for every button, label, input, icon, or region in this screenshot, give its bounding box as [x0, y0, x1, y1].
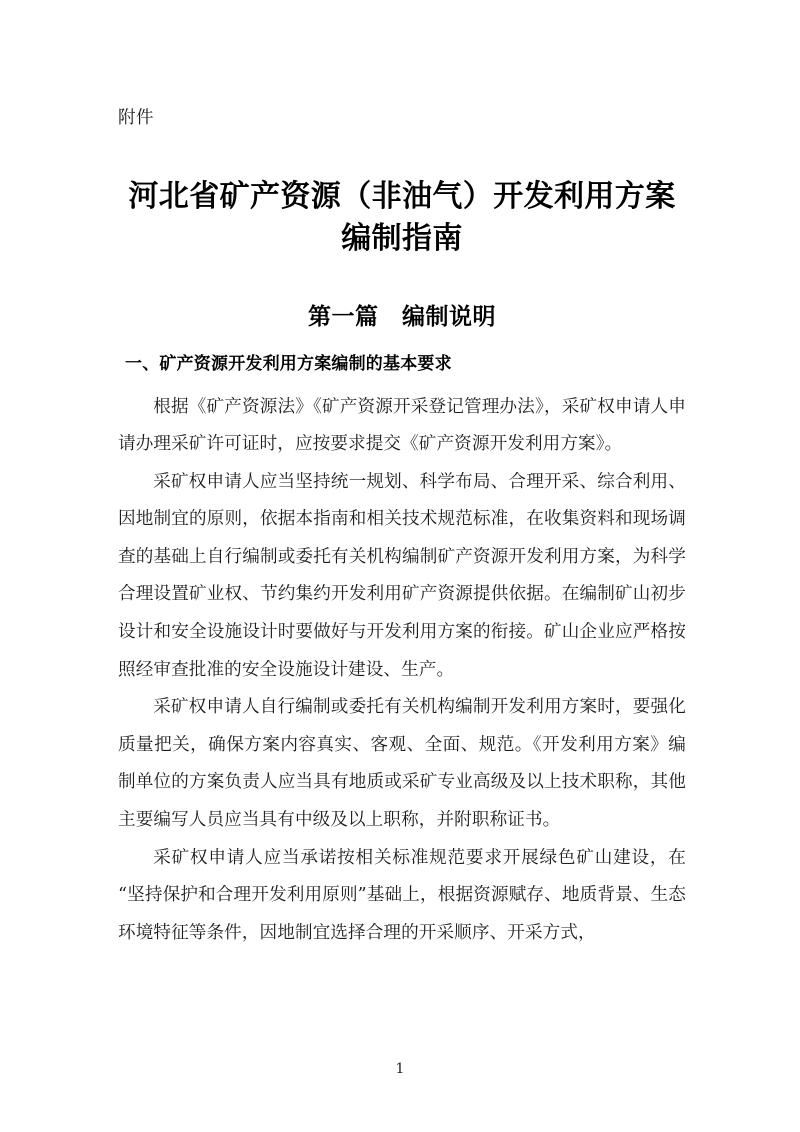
page-number: 1 [395, 1061, 405, 1077]
body-paragraph: 采矿权申请人自行编制或委托有关机构编制开发利用方案时，要强化质量把关，确保方案内容真实、客观、全面、规范。《开发利用方案》编制单位的方案负责人应当具有地质或采矿专业高级及以上技术职称，其他主要编写人员应当具有中级及以上职称，并附职称证书。 [118, 697, 686, 831]
page-title: 河北省矿产资源（非油气）开发利用方案编制指南 [128, 178, 676, 256]
document-content-column [118, 0, 686, 952]
body-paragraph: 根据《矿产资源法》《矿产资源开采登记管理办法》，采矿权申请人申请办理采矿许可证时，应按要求提交《矿产资源开发利用方案》。 [118, 396, 686, 455]
body-paragraph: 采矿权申请人应当坚持统一规划、科学布局、合理开采、综合利用、因地制宜的原则，依据本指南和相关技术规范标准，在收集资料和现场调查的基础上自行编制或委托有关机构编制矿产资源开发利用方案，为科学合理设置矿业权、节约集约开发利用矿产资源提供依据。在编制矿山初步设计和安全设施设计时要做好与开发利用方案的衔接。矿山企业应严格按照经审查批准的安全设施设计建设、生产。 [118, 471, 686, 680]
section-heading: 一、矿产资源开发利用方案编制的基本要求 [125, 353, 452, 374]
part-heading: 第一篇 编制说明 [308, 302, 496, 330]
attachment-label: 附件 [118, 108, 154, 128]
body-paragraph: 采矿权申请人应当承诺按相关标准规范要求开展绿色矿山建设，在“坚持保护和合理开发利用原则”基础上，根据资源赋存、地质背景、生态环境特征等条件，因地制宜选择合理的开采顺序、开采方式， [118, 847, 686, 943]
